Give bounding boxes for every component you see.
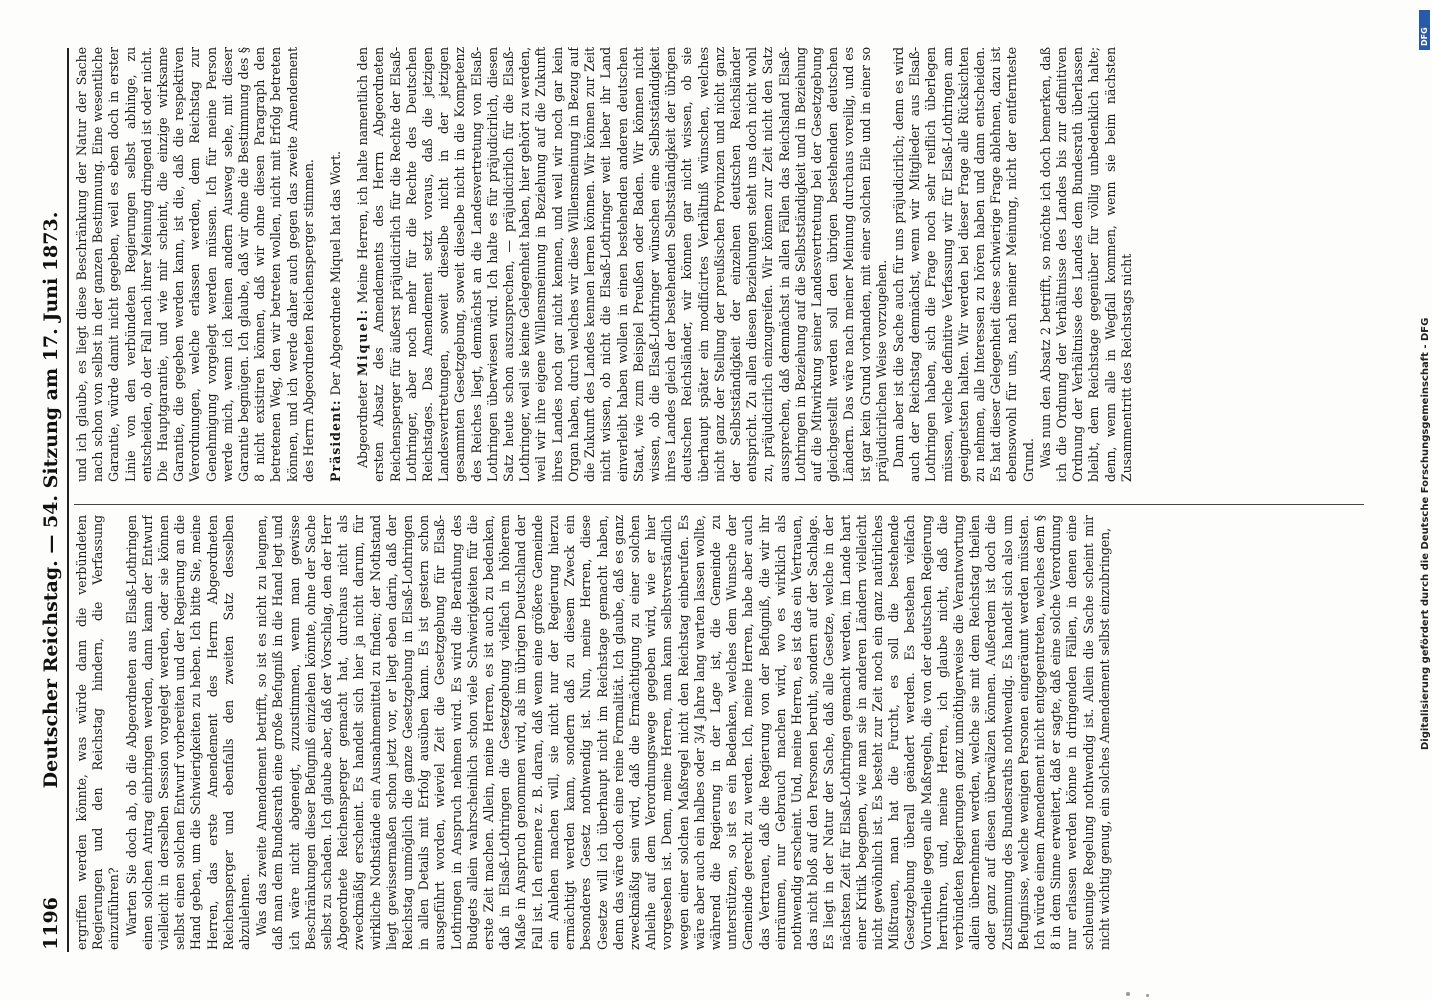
digitization-note-text: Digitalisierung gefördert durch die Deutsche Forschungsgemeinschaft - DFG <box>1420 317 1431 750</box>
dfg-logo-text: DFG <box>1420 27 1429 46</box>
right-paragraph: und ich glaube, es liegt diese Beschränkung der Natur der Sache nach schon von selbst in der ganzen Bestimmung. Eine wesentliche Garantie, würde damit nicht gegeben, weil es eben doch in erster Linie von den verbündeten Regierungen selbst abhinge, zu entscheiden, ob der Fall nach ihrer Meinung dringend ist oder nicht. Die Hauptgarantie, und wie mir scheint, die einzige wirksame Garantie, die gegeben werden kann, ist die, daß die respektiven Verordnungen, welche erlassen werden, dem Reichstag zur Genehmigung vorgelegt werden müssen. Ich für meine Person werde mich, wenn ich keinen andern Ausweg sehe, mit dieser Garantie begnügen. Ich glaube, daß wir ohne die Bestimmung des § 8 nicht existiren können, daß wir ohne diesen Paragraph den betretenen Weg, den wir betreten wollen, nicht mit Erfolg betreten können, und ich werde daher auch gegen das zweite Amendement des Herrn Abgeordneten Reichensperger stimmen. <box>74 47 316 482</box>
speaker-name: Miquel: <box>355 307 371 377</box>
section-spacer <box>318 47 328 482</box>
running-header <box>40 50 64 950</box>
speech-paragraph: Dann aber ist die Sache auch für uns präjudicirlich; denn es wird auch der Reichstag demnächst, wenn wir Mitglieder aus Elsaß-Lothringen haben, sich die Frage noch sehr reiflich überlegen müssen, welche definitive Verfassung wir für Elsaß-Lothringen am geeignetsten halten. Wir werden bei dieser Frage alle Rücksichten zu nehmen, alle Interessen zu hören haben und dann entscheiden. Es hat dieser Gelegenheit diese schwierige Frage ablehnen, dazu ist ebensowohl für uns, nach meiner Meinung, nicht der entfernteste Grund. <box>890 47 1036 482</box>
header-title: Deutscher Reichstag. — 54. Sitzung am 17. Juni 1873. <box>40 211 62 789</box>
scan-speck <box>1126 992 1130 996</box>
scan-speck <box>1146 994 1149 997</box>
section-spacer <box>345 47 355 482</box>
header-rule <box>67 48 69 952</box>
speech-paragraph <box>355 47 890 482</box>
right-column <box>74 47 1364 482</box>
left-paragraph: Warten Sie doch ab, ob die Abgeordneten aus Elsaß-Lothringen einen solchen Antrag einbringen werden, dann kann der Entwurf vielleicht in derselben Session vorgelegt werden, oder sie können selbst einen solchen Entwurf vorbereiten und der Regierung an die Hand geben, um die Schwierigkeiten zu heben. Ich bitte Sie, meine Herren, das erste Amendement des Herrn Abgeordneten Reichensperger und ebenfalls den zweiten Satz desselben abzulehnen. <box>123 515 253 950</box>
dfg-logo <box>1419 10 1430 50</box>
president-text: Der Abgeordnete Miquel hat das Wort. <box>328 151 344 396</box>
left-paragraph: ergriffen werden könnte, was würde dann die verbündeten Regierungen und den Reichstag hindern, die Verfassung einzuführen? <box>74 515 122 950</box>
speaker-prefix: Abgeordneter <box>355 380 371 468</box>
left-paragraph: Was das zweite Amendement betrifft, so ist es nicht zu leugnen, daß man dem Bundesrath eine große Befugniß in die Hand legt und ich wäre nicht abgeneigt, zuzustimmen, wenn man gewisse Beschränkungen dieser Befugniß einziehen könnte, ohne der Sache selbst zu schaden. Ich glaube aber, daß der Vorschlag, den der Herr Abgeordnete Reichensperger gemacht hat, durchaus nicht als zweckmäßig erscheint. Es handelt sich hier ja nicht darum, für wirkliche Nothstände ein Ausnahmemittel zu finden; der Nothstand liegt gewissermaßen schon jetzt vor, er liegt eben darin, daß der Reichstag unmöglich die ganze Gesetzgebung in Elsaß-Lothringen in allen Details mit Erfolg ausüben kann. Es ist gestern schon ausgeführt worden, wieviel Zeit die Gesetzgebung für Elsaß-Lothringen in Anspruch nehmen wird. Es wird die Berathung des Budgets allein wahrscheinlich schon viele Schwierigkeiten für die erste Zeit machen. Allein, meine Herren, es ist auch zu bedenken, daß in Elsaß-Lothringen die Gesetzgebung vielfach in höherem Maße in Anspruch genommen wird, als im übrigen Deutschland der Fall ist. Ich erinnere z. B. daran, daß wenn eine größere Gemeinde ein Anlehen machen will, sie nicht nur der Regierung hierzu ermächtigt werden kann, sondern daß zu diesem Zweck ein besonderes Gesetz nothwendig ist. Nun, meine Herren, diese Gesetze will ich überhaupt nicht im Reichstage gemacht haben, denn das wäre doch eine reine Formalität. Ich glaube, daß es ganz zweckmäßig sein wird, daß die Ermächtigung zu einer solchen Anleihe auf dem Verordnungswege gegeben wird, wie er hier vorgesehen ist. Denn, meine Herren, man kann selbstverständlich wegen einer solchen Maßregel nicht den Reichstag einberufen. Es wäre aber auch ein halbes oder 3/4 Jahre lang warten lassen wollte, während die Regierung in der Lage ist, die Gemeinde zu unterstützen, so ist es ein Bedenken, welches dem Wunsche der Gemeinde gerecht zu werden. Ich, meine Herren, habe aber auch das Vertrauen, daß die Regierung von der Befugniß, die wir ihr einräumen, nur Gebrauch machen wird, wo es wirklich als nothwendig erscheint. Und, meine Herren, es ist das ein Vertrauen, das nicht bloß auf den Personen beruht, sondern auf der Sachlage. Es liegt in der Natur der Sache, daß alle Gesetze, welche in der nächsten Zeit für Elsaß-Lothringen gemacht werden, im Lande hart einer Kritik begegnen, wie man sie in anderen Ländern vielleicht nicht gewöhnlich ist. Es besteht zur Zeit noch ein ganz natürliches Mißtrauen, man hat die Furcht, es soll die bestehende Gesetzgebung überall geändert werden. Es bestehen vielfach Vorurtheile gegen alle Maßregeln, die von der deutschen Regierung herrühren, und, meine Herren, ich glaube nicht, daß die verbündeten Regierungen ganz unnöthigerweise die Verantwortung allein übernehmen werden, welche sie mit dem Reichstag theilen oder ganz auf diesen überwälzen können. Außerdem ist doch die Zustimmung des Bundesraths nothwendig. Es handelt sich also um Befugnisse, welche wenigen Personen eingeräumt werden müssten. Ich würde einem Amendement nicht entgegentreten, welches dem § 8 in dem Sinne erweitert, daß er sagte, daß eine solche Verordnung nur erlassen werden könne in dringenden Fällen, in denen eine schleunige Regelung nothwendig ist. Allein die Sache scheint mir nicht wichtig genug, ein solches Amendement selbst einzubringen, <box>254 515 1112 950</box>
president-line <box>328 47 344 482</box>
page-number: 1196 <box>40 897 62 950</box>
left-column <box>74 515 1364 950</box>
speech-paragraph: Was nun den Absatz 2 betrifft, so möchte ich doch bemerken, daß ich die Ordnung der Verhältnisse des Landes bis zur definitiven Ordnung der Verhältnisse des Landes dem Bundesrath überlassen bleibt, dem Reichstage gegenüber für völlig unbedenklich halte; denn, wenn alle in Wegfall kommen, wenn sie beim nächsten Zusammentritt des Reichstags nicht <box>1037 47 1134 482</box>
column-divider <box>74 504 1364 505</box>
president-speaker: Präsident: <box>328 399 344 482</box>
speech-text: Meine Herren, ich halte namentlich den ersten Absatz des Amendements des Herrn Abgeordneten Reichensperger für äußerst präjudicirlich für die Rechte der Elsaß-Lothringer, aber noch mehr für die Rechte des Deutschen Reichstages. Das Amendement setzt voraus, daß die jetzigen Landesvertretungen, soweit dieselbe nicht in der jetzigen gesammten Gesetzgebung, soweit dieselbe nicht in die Kompetenz des Reiches liegt, demnächst an die Landesvertretung von Elsaß-Lothringen überwiesen wird. Ich halte es für präjudicirlich, diesen Satz heute schon auszusprechen, — präjudicirlich für die Elsaß-Lothringer, weil sie keine Gelegenheit haben, hier gehört zu werden, weil wir ihre eigene Willensmeinung in Beziehung auf die Zukunft ihres Landes noch gar nicht kennen, und weil wir noch gar kein Organ haben, durch welches wir diese Willensmeinung in Bezug auf die Zukunft des Landes kennen lernen können. Wir können zur Zeit nicht wissen, ob nicht die Elsaß-Lothringer weit lieber ihr Land einverleibt haben wollen in einen bestehenden anderen deutschen Staat, wie zum Beispiel Preußen oder Baden. Wir können nicht wissen, ob die Elsaß-Lothringer wünschen eine Selbstständigkeit ihres Landes gleich der bestehenden Selbstständigkeit der übrigen deutschen Reichsländer, wir können gar nicht wissen, ob sie überhaupt später ein modificirtes Verhältniß wünschen, welches nicht ganz der Stellung der preußischen Provinzen und nicht ganz der Selbstständigkeit der einzelnen deutschen Reichsländer entspricht. Zu allen diesen Beziehungen steht uns doch nicht wohl zu, präjudicirlich einzugreifen. Wir können zur Zeit nicht den Satz aussprechen, daß demnächst in allen Fällen das Reichsland Elsaß-Lothringen in Beziehung auf die Selbstständigkeit und in Beziehung auf die Mitwirkung seiner Landesvertretung bei der Gesetzgebung gleichgestellt werden soll den übrigen bestehenden deutschen Ländern. Das wäre nach meiner Meinung durchaus voreilig, und es ist gar kein Grund vorhanden, mit einer solchen Eile und in einer so präjudicirlichen Weise vorzugehen. <box>355 47 889 482</box>
